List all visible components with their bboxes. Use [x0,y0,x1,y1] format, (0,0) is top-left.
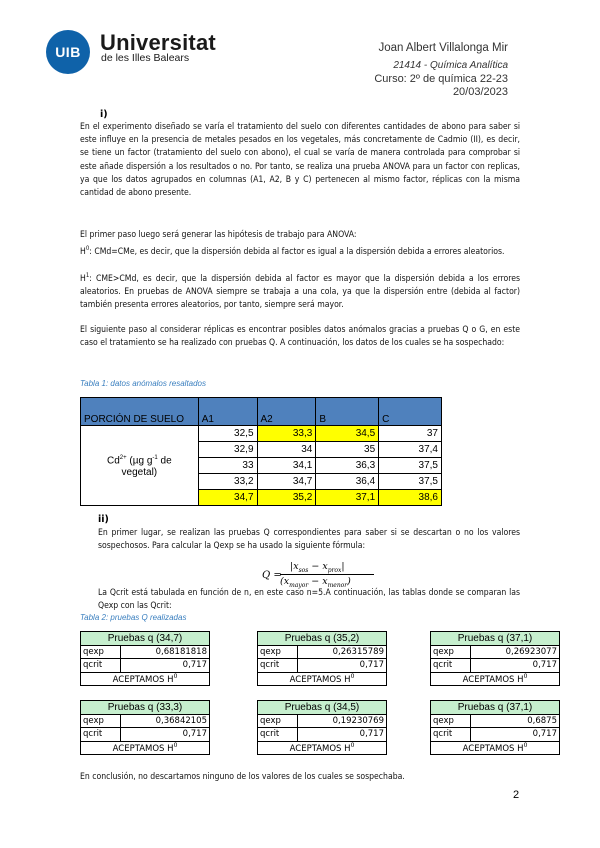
q-result: ACEPTAMOS $H^0$ [81,672,210,686]
header-soil-portion: PORCIÓN DE SUELO [81,398,199,426]
qexp-label: qexp [258,645,298,659]
header-c: C [379,398,442,426]
table-row [81,426,442,442]
qcrit-value: 0,717 [121,728,210,742]
qexp-value: 0,19230769 [298,714,387,728]
q-table-title: Pruebas q (37,1) [431,701,560,715]
table-cell: 37,5 [379,474,442,490]
table-cell: 32,9 [198,442,257,458]
hypothesis-h0: $H^0$: CMd=CMe, es decir, que la dispersión debida al factor es igual a la dispersión debida a errores aleatorios. [80,245,505,257]
table-cell-highlighted: 35,2 [257,490,316,506]
q-table-title: Pruebas q (34,7) [81,632,210,646]
q-table-title: Pruebas q (33,3) [81,701,210,715]
q-test-table [430,631,560,686]
course-year: Curso: 2º de química 22-23 [374,73,508,85]
qexp-value: 0,36842105 [121,714,210,728]
table-cell: 34,1 [257,458,316,474]
table-cell: 37 [379,426,442,442]
qcrit-label: qcrit [431,728,471,742]
table-cell: 35 [316,442,379,458]
qexp-label: qexp [431,645,471,659]
q-test-table [257,700,387,755]
section-ii-paragraph-1: En primer lugar, se realizan las pruebas Q correspondientes para saber si se descartan o no los valores sospechosos. Para calcular la Qexp se ha usado la siguiente fórmula: [98,528,520,552]
table-cell-highlighted: 34,5 [316,426,379,442]
table-cell: 37,5 [379,458,442,474]
qcrit-label: qcrit [258,659,298,673]
header-a2: A2 [257,398,316,426]
table-cell: 34 [257,442,316,458]
qcrit-label: qcrit [431,659,471,673]
section-i-paragraph-1: En el experimento diseñado se varía el tratamiento del suelo con diferentes cantidades de abono para saber si este influye en la presencia de metales pesados en los vegetales, más concretamente de Cadmio (II), es decir, se tiene un factor (tratamiento del suelo con abono), el cual se varía de manera controlada para comprobar si este añade dispersión a los resultados o no. Por tanto, se realiza una prueba ANOVA para un factor con replicas, ya que los datos agrupados en columnas (A1, A2, B y C) pertenecen al mismo factor, réplicas con la misma cantidad de abono presente. [80,122,520,199]
q-result: ACEPTAMOS $H^0$ [258,741,387,755]
q-result: ACEPTAMOS $H^0$ [258,672,387,686]
table-cell-highlighted: 33,3 [257,426,316,442]
table-cell: 33 [198,458,257,474]
q-result: ACEPTAMOS $H^0$ [431,741,560,755]
q-table-title: Pruebas q (34,5) [258,701,387,715]
qcrit-value: 0,717 [298,728,387,742]
qexp-label: qexp [81,714,121,728]
table-cell: 36,3 [316,458,379,474]
qcrit-value: 0,717 [121,659,210,673]
university-logo-icon [46,30,90,74]
qexp-value: 0,26923077 [471,645,560,659]
table-1-caption: Tabla 1: datos anómalos resaltados [80,379,207,388]
section-ii-paragraph-2: La Qcrit está tabulada en función de n, en este caso n=5.A continuación, las tablas donde se comparan las Qexp con las Qcrit: [98,588,520,612]
q-test-table [80,631,210,686]
qcrit-label: qcrit [81,728,121,742]
section-i-paragraph-3: El siguiente paso al considerar réplicas es encontrar posibles datos anómalos gracias a pruebas Q o G, en este caso el tratamiento se ha realizado con pruebas Q. A continuación, los datos de los cuales se ha sospechado: [80,325,520,349]
table-cell: 36,4 [316,474,379,490]
q-result: ACEPTAMOS $H^0$ [431,672,560,686]
qexp-value: 0,6875 [471,714,560,728]
qcrit-label: qcrit [258,728,298,742]
author-name: Joan Albert Villalonga Mir [378,42,508,54]
qcrit-label: qcrit [81,659,121,673]
university-name: Universitat [100,30,216,55]
table-cell: 33,2 [198,474,257,490]
table-cell: 37,4 [379,442,442,458]
university-subtitle: de les Illes Balears [101,52,190,64]
row-label-cadmium: $Cd^{2+}$ (µg $g^{-1}$ de vegetal) [81,426,199,506]
table-cell-highlighted: 34,7 [198,490,257,506]
table-cell-highlighted: 37,1 [316,490,379,506]
hypothesis-h1: $H^1$: CME>CMd, es decir, que la dispersión debida al factor es mayor que la dispersión debida a los errores aleatorios. En pruebas de ANOVA siempre se trabaja a una cola, ya que la dispersión entre (debida al factor) también presenta errores aleatorios, por tanto, siempre será mayor. [80,272,520,311]
table-header-row [81,398,442,426]
section-i-heading: i) [100,109,108,120]
qexp-label: qexp [81,645,121,659]
logo-mark: UIB [55,44,81,60]
conclusion-text: En conclusión, no descartamos ninguno de los valores de los cuales se sospechaba. [80,772,405,782]
table-2-caption: Tabla 2: pruebas Q realizadas [80,613,187,622]
header-a1: A1 [198,398,257,426]
qexp-label: qexp [258,714,298,728]
q-test-table [430,700,560,755]
q-table-title: Pruebas q (37,1) [431,632,560,646]
q-test-table [80,700,210,755]
qcrit-value: 0,717 [298,659,387,673]
section-i-paragraph-2: El primer paso luego será generar las hipótesis de trabajo para ANOVA: [80,230,357,240]
section-ii-heading: ii) [98,514,109,525]
table-cell: 32,5 [198,426,257,442]
document-date: 20/03/2023 [452,86,508,98]
qcrit-value: 0,717 [471,728,560,742]
qcrit-value: 0,717 [471,659,560,673]
table-cell: 34,7 [257,474,316,490]
q-table-title: Pruebas q (35,2) [258,632,387,646]
table-cell-highlighted: 38,6 [379,490,442,506]
q-test-table [257,631,387,686]
qexp-value: 0,68181818 [121,645,210,659]
q-result: ACEPTAMOS $H^0$ [81,741,210,755]
anomalous-data-table [80,397,442,506]
qexp-value: 0,26315789 [298,645,387,659]
course-code: 21414 - Química Analítica [393,60,508,71]
header-b: B [316,398,379,426]
page-number: 2 [513,789,520,801]
qexp-label: qexp [431,714,471,728]
